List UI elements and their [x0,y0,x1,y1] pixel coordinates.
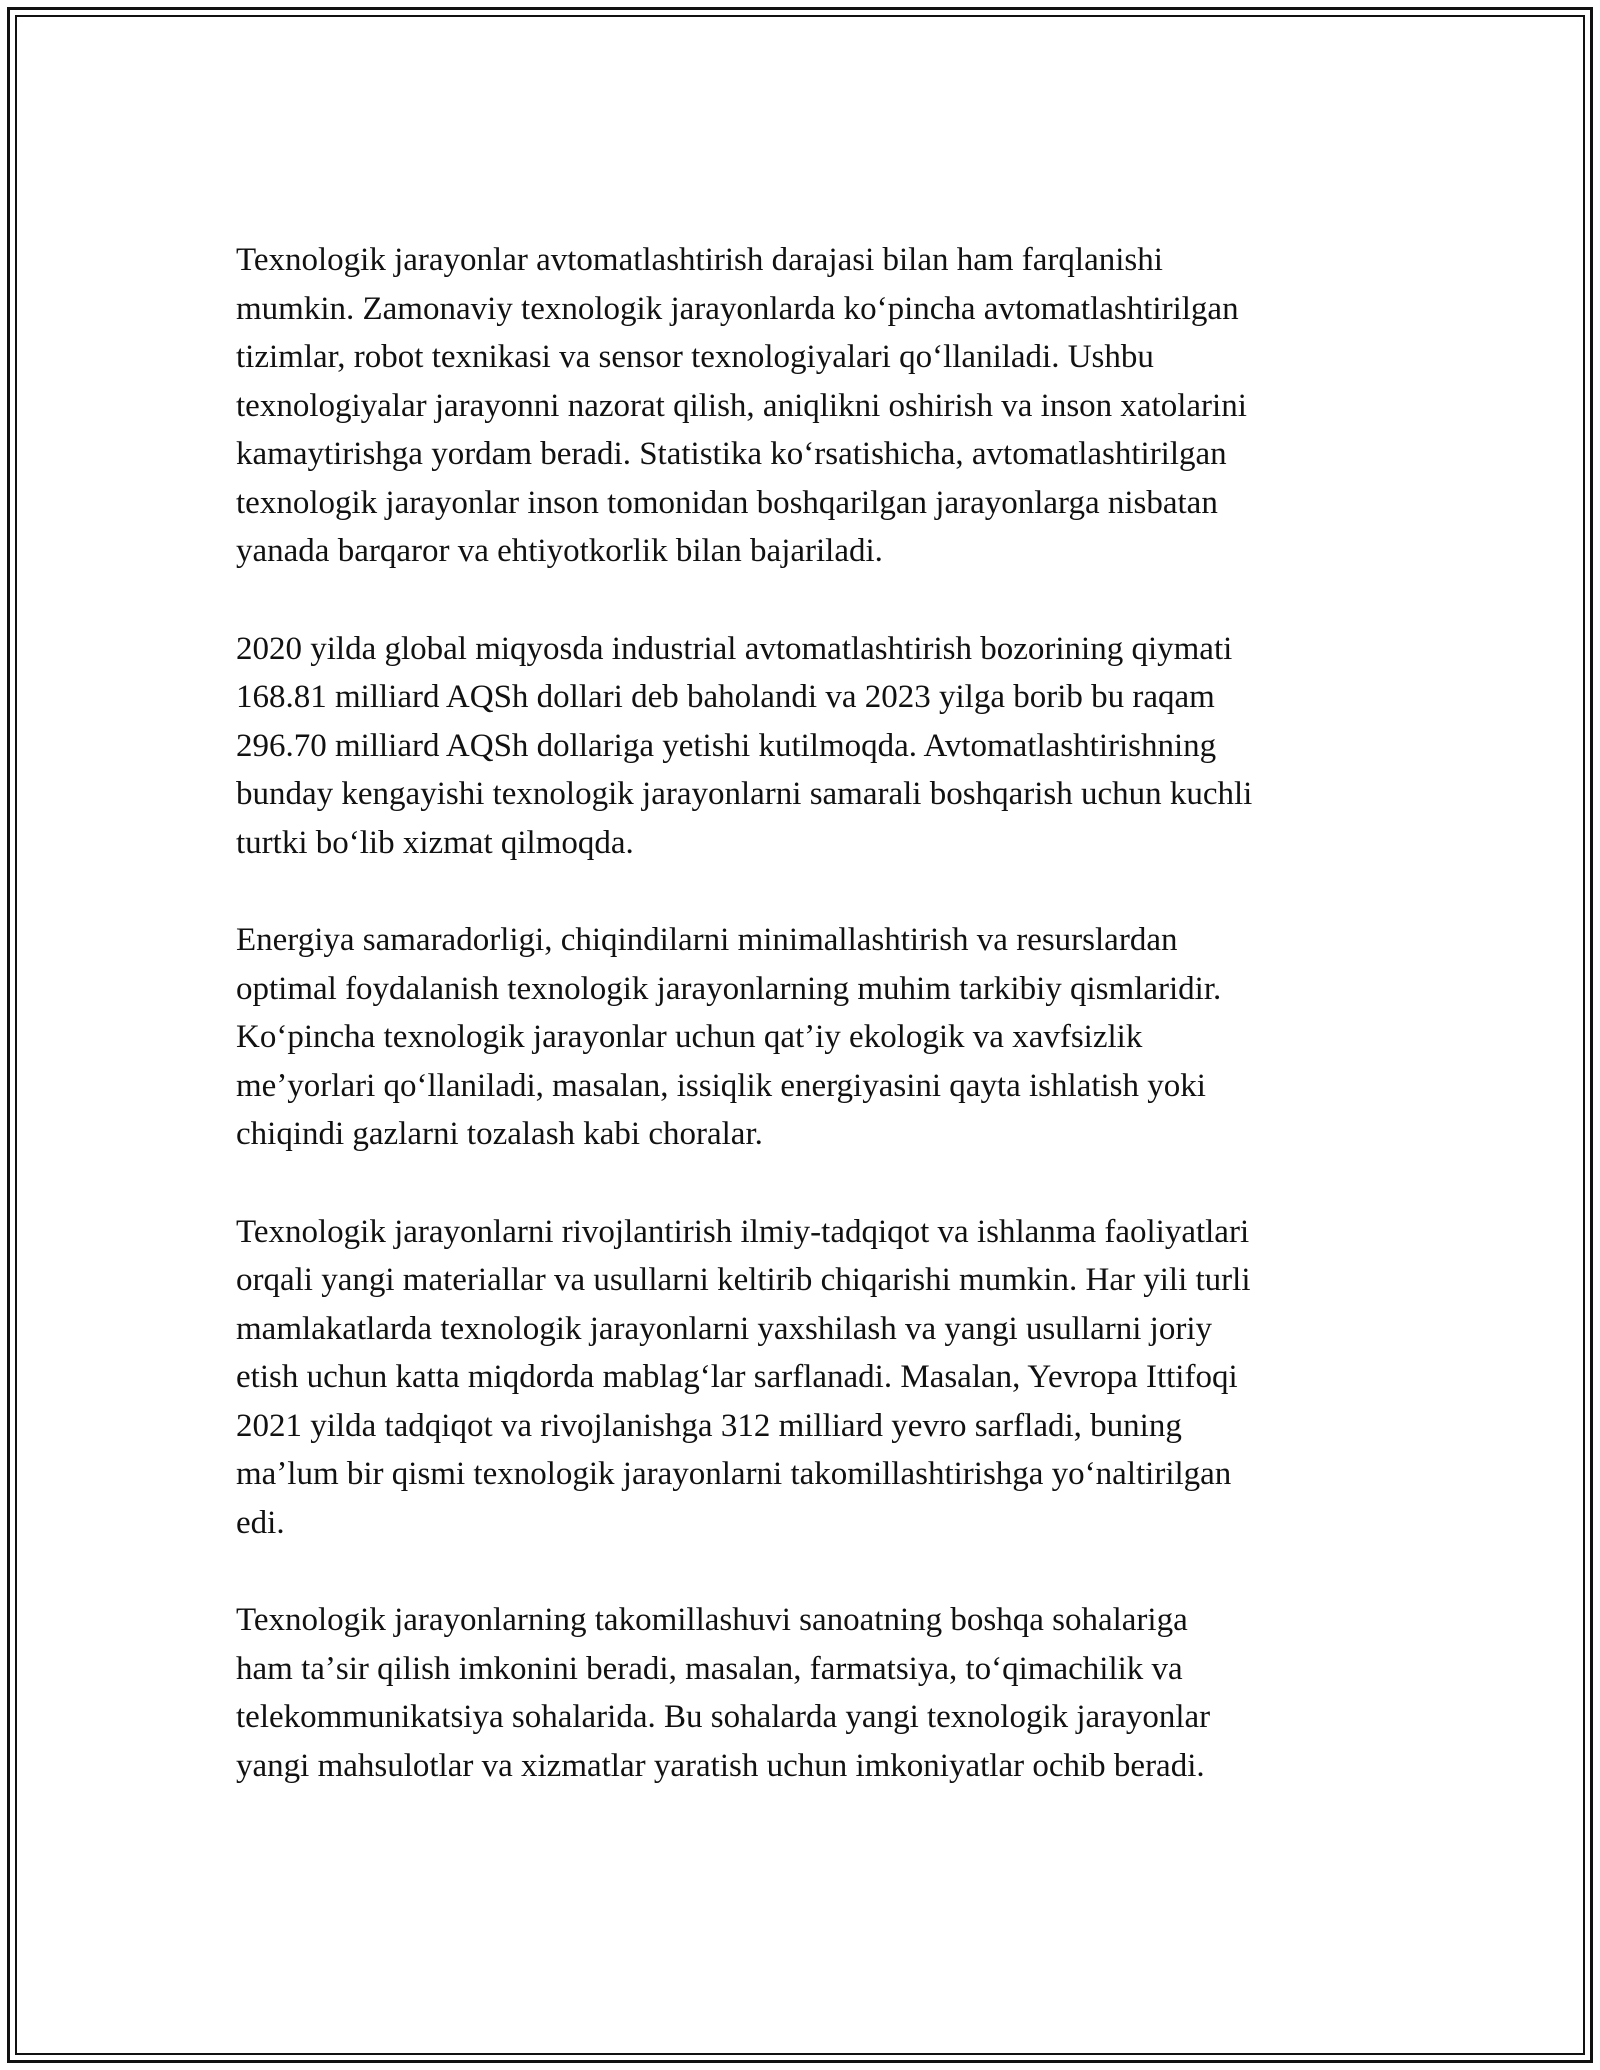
paragraph-industry-impact: Texnologik jarayonlarning takomillashuvi sanoatning boshqa sohalariga ham taʼsir qilish imkonini beradi, masalan, farmatsiya, toʻqimachilik va telekommunikatsiya sohalarida. Bu sohalarda yangi texnologik jarayonlar yangi mahsulotlar va xizmatlar yaratish uchun imkoniyatlar ochib beradi. [236,1602,1211,1784]
document-body [236,236,1396,1839]
paragraph-automation-levels: Texnologik jarayonlar avtomatlashtirish darajasi bilan ham farqlanishi mumkin. Zamonaviy texnologik jarayonlarda koʻpincha avtomatlashtirilgan tizimlar, robot texnikasi va sensor texnologiyalari qoʻllaniladi. Ushbu texnologiyalar jarayonni nazorat qilish, aniqlikni oshirish va inson xatolarini kamaytirishga yordam beradi. Statistika koʻrsatishicha, avtomatlashtirilgan texnologik jarayonlar inson tomonidan boshqarilgan jarayonlarga nisbatan yanada barqaror va ehtiyotkorlik bilan bajariladi. [236,242,1247,569]
paragraph-market-value: 2020 yilda global miqyosda industrial avtomatlashtirish bozorining qiymati 168.81 milliard AQSh dollari deb baholandi va 2023 yilga borib bu raqam 296.70 milliard AQSh dollariga yetishi kutilmoqda. Avtomatlashtirishning bunday kengayishi texnologik jarayonlarni samarali boshqarish uchun kuchli turtki boʻlib xizmat qilmoqda. [236,630,1253,861]
paragraph-research-development: Texnologik jarayonlarni rivojlantirish ilmiy-tadqiqot va ishlanma faoliyatlari orqali yangi materiallar va usullarni keltirib chiqarishi mumkin. Har yili turli mamlakatlarda texnologik jarayonlarni yaxshilash va yangi usullarni joriy etish uchun katta miqdorda mablagʻlar sarflanadi. Masalan, Yevropa Ittifoqi 2021 yilda tadqiqot va rivojlanishga 312 milliard yevro sarfladi, buning maʼlum bir qismi texnologik jarayonlarni takomillashtirishga yoʻnaltirilgan edi. [236,1213,1251,1541]
paragraph-energy-efficiency: Energiya samaradorligi, chiqindilarni minimallashtirish va resurslardan optimal foydalanish texnologik jarayonlarning muhim tarkibiy qismlaridir. Koʻpincha texnologik jarayonlar uchun qatʼiy ekologik va xavfsizlik meʼyorlari qoʻllaniladi, masalan, issiqlik energiyasini qayta ishlatish yoki chiqindi gazlarni tozalash kabi choralar. [236,922,1222,1152]
